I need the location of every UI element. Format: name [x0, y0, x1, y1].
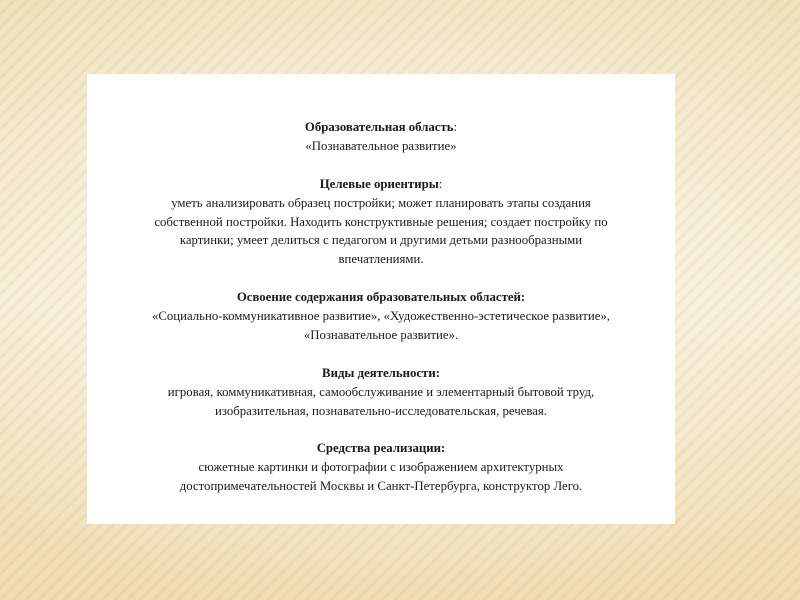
section-activity-types — [87, 364, 675, 421]
body-line: сюжетные картинки и фотографии с изображением архитектурных — [198, 460, 564, 475]
body-line: игровая, коммуникативная, самообслуживание и элементарный бытовой труд, — [167, 384, 595, 399]
heading-text: Средства реализации: — [316, 441, 446, 456]
section-heading — [87, 364, 675, 383]
heading-colon: : — [438, 176, 443, 191]
body-line: «Познавательное развитие». — [303, 327, 459, 342]
heading-text: Освоение содержания образовательных областей: — [236, 290, 526, 305]
section-heading — [87, 118, 675, 137]
body-line: изобразительная, познавательно-исследовательская, речевая. — [215, 403, 547, 418]
content-panel — [87, 74, 675, 524]
section-heading — [87, 175, 675, 194]
body-line: «Познавательное развитие» — [305, 138, 457, 153]
section-content-mastery — [87, 288, 675, 345]
section-educational-area — [87, 118, 675, 156]
section-heading — [87, 288, 675, 307]
heading-text: Целевые ориентиры — [319, 176, 439, 191]
body-line: впечатлениями. — [338, 252, 424, 267]
heading-text: Образовательная область — [304, 120, 454, 134]
body-line: уметь анализировать образец постройки; может планировать этапы создания — [171, 195, 591, 210]
heading-text: Виды деятельности: — [322, 365, 440, 380]
body-line: «Социально-коммуникативное развитие», «Художественно-эстетическое развитие», — [151, 309, 611, 324]
section-heading — [87, 439, 675, 458]
body-line: собственной постройки. Находить конструктивные решения; создает постройку по — [154, 214, 608, 229]
heading-colon: : — [453, 120, 458, 134]
section-target-guidelines — [87, 175, 675, 270]
section-implementation-means — [87, 439, 675, 496]
body-line: достопримечательностей Москвы и Санкт-Петербурга, конструктор Лего. — [179, 479, 583, 494]
body-line: картинки; умеет делиться с педагогом и другими детьми разнообразными — [179, 233, 583, 248]
